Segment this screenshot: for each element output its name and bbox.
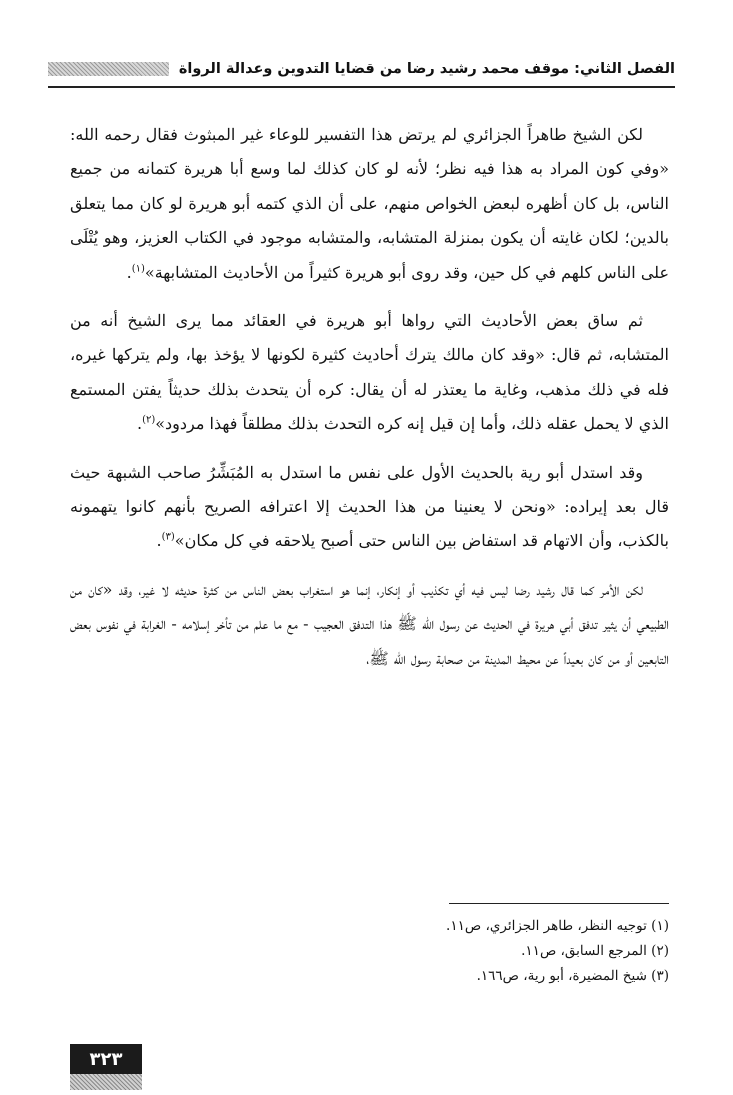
paragraph-tail: . [126, 262, 132, 282]
footnote-rule [449, 903, 669, 904]
running-header [48, 56, 675, 82]
footnote-2: (٢) المرجع السابق، ص١١. [521, 943, 669, 959]
page-number: ٣٢٣ [70, 1044, 142, 1074]
header-decorative-bar [48, 62, 169, 76]
header-rule [48, 86, 675, 88]
paragraph-text: ثم ساق بعض الأحاديث التي رواها أبو هريرة في العقائد مما يرى الشيخ أنه من المتشابه، ثم قال: «وقد كان مالك يترك أحاديث كثيرة لكونها لا يؤخذ بها، ولم يتركها غيره، فله في ذلك مذهب، وغاية ما يعتذر له أن يقال: كره أن يتحدث بذلك حديثاً يفتن المستمع الذي لا يحمل عقله ذلك، وأما إن قيل إنه كره التحدث بذلك مطلقاً فهذا مردود» [70, 311, 669, 434]
footnote-1: (١) توجيه النظر، طاهر الجزائري، ص١١. [446, 918, 669, 934]
paragraph-4 [70, 573, 669, 676]
footnote-3: (٣) شيخ المضيرة، أبو رية، ص١٦٦. [476, 968, 669, 984]
paragraph-text: وقد استدل أبو رية بالحديث الأول على نفس ما استدل به المُبَشِّرُ صاحب الشبهة حيث قال بعد إيراده: «ونحن لا يعنينا من هذا الحديث إلا اعترافه الصريح بأنهم كانوا يتهمونه بالكذب، وأن الاتهام قد استفاض بين الناس حتى أصبح يلاحقه في كل مكان» [70, 462, 669, 551]
chapter-title: الفصل الثاني: موقف محمد رشيد رضا من قضايا التدوين وعدالة الرواة [178, 61, 675, 77]
footnote-ref-2[interactable]: (٢) [142, 414, 156, 426]
paragraph-tail: . [156, 531, 162, 551]
page-number-decorative-strip [70, 1074, 142, 1090]
footnote-ref-3[interactable]: (٣) [161, 532, 175, 544]
body-text [70, 118, 669, 690]
paragraph-text: لكن الأمر كما قال رشيد رضا ليس فيه أي تكذيب أو إنكار، إنما هو استغراب بعض الناس من كثرة حديثه لا غير، وقد «كان من الطبيعي أن يثير تدفق أبي هريرة في الحديث عن رسول الله ﷺ هذا التدفق العجيب - مع ما علم من تأخر إسلامه - الغرابة في نفوس بعض التابعين أو من كان بعيداً عن محيط المدينة من صحابة رسول الله ﷺ، [70, 579, 669, 668]
paragraph-1 [70, 118, 669, 290]
paragraph-text: لكن الشيخ طاهراً الجزائري لم يرتض هذا التفسير للوعاء غير المبثوث فقال رحمه الله: «وفي كون المراد به هذا فيه نظر؛ لأنه لو كان كذلك لما وسع أبا هريرة كتمانه من جميع الناس، بل كان أظهره لبعض الخواص منهم، على أن الذي كتمه أبو هريرة لو كان مما يتعلق بالدين؛ لكان غايته أن يكون بمنزلة المتشابه، والمتشابه موجود في الكتاب العزيز، وهو يُتْلَى على الناس كلهم في كل حين، وقد روى أبو هريرة كثيراً من الأحاديث المتشابهة» [70, 125, 669, 282]
footnote-ref-1[interactable]: (١) [131, 263, 145, 275]
paragraph-2 [70, 304, 669, 442]
paragraph-tail: . [136, 414, 143, 434]
footnotes [70, 914, 669, 989]
paragraph-3 [70, 456, 669, 559]
